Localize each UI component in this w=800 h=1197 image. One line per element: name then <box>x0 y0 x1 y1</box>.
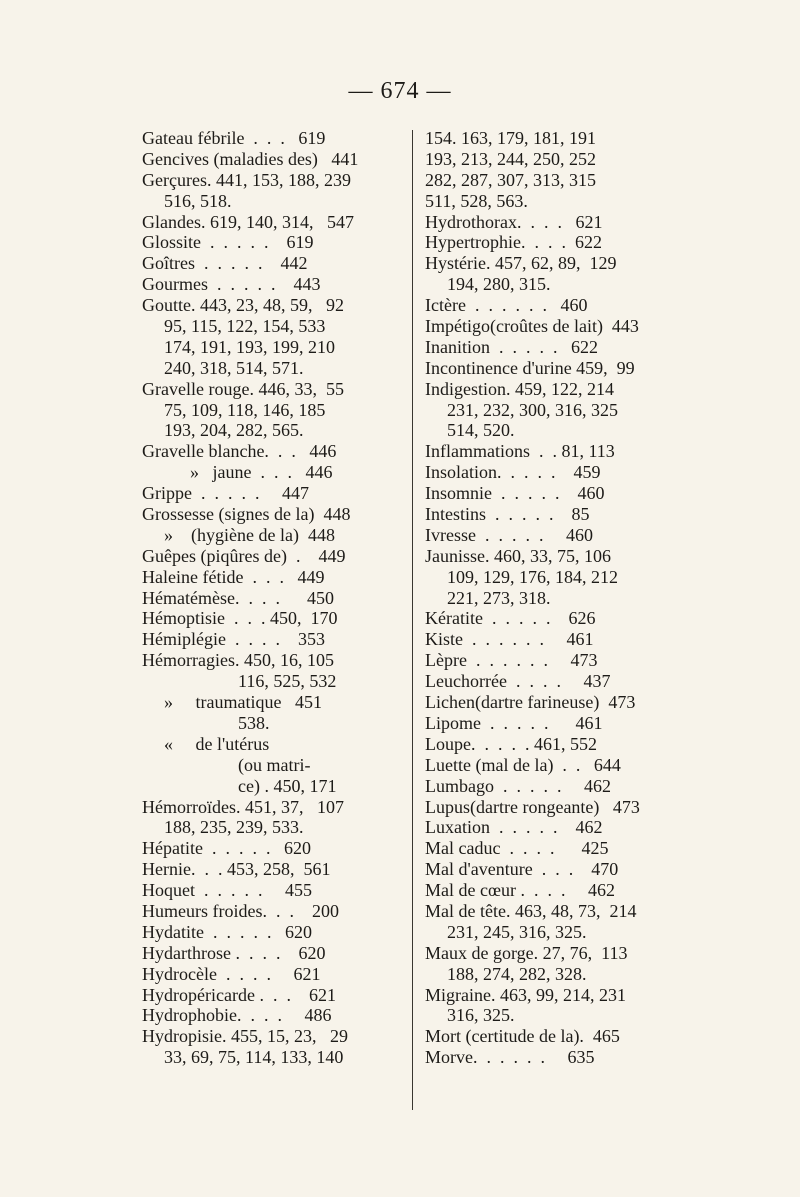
index-entry-line: Lipome . . . . . 461 <box>425 712 603 733</box>
index-entry-line: 516, 518. <box>164 190 232 211</box>
index-entry-line: Mal caduc . . . . 425 <box>425 838 609 859</box>
index-entry-line: 33, 69, 75, 114, 133, 140 <box>164 1047 344 1068</box>
index-entry-line: Grippe . . . . . 447 <box>142 483 309 504</box>
index-entry-line: 95, 115, 122, 154, 533 <box>164 316 326 337</box>
index-entry-line: 240, 318, 514, 571. <box>164 357 304 378</box>
index-entry-line: Hydrocèle . . . . 621 <box>142 963 321 984</box>
index-entry-line: (ou matri- <box>238 754 311 775</box>
index-entry-line: Hydatite . . . . . 620 <box>142 921 312 942</box>
index-entry-line: Incontinence d'urine 459, 99 <box>425 357 635 378</box>
index-entry-line: Mal de tête. 463, 48, 73, 214 <box>425 900 637 921</box>
index-entry-line: ce) . 450, 171 <box>238 775 337 796</box>
index-entry-line: Indigestion. 459, 122, 214 <box>425 378 614 399</box>
index-entry-line: 188, 235, 239, 533. <box>164 817 304 838</box>
page-number: — 674 — <box>348 78 452 104</box>
index-entry-line: Gourmes . . . . . 443 <box>142 274 321 295</box>
index-entry-line: 188, 274, 282, 328. <box>447 963 587 984</box>
left-index-column <box>142 128 404 1068</box>
index-entry-line: Guêpes (piqûres de) . 449 <box>142 545 346 566</box>
index-entry-line: Lèpre . . . . . . 473 <box>425 650 598 671</box>
index-entry-line: Gencives (maladies des) 441 <box>142 148 359 169</box>
index-entry-line: 221, 273, 318. <box>447 587 551 608</box>
index-entry-line: Glossite . . . . . 619 <box>142 232 314 253</box>
index-entry-line: Hémorroïdes. 451, 37, 107 <box>142 796 344 817</box>
index-entry-line: Grossesse (signes de la) 448 <box>142 504 351 525</box>
index-entry-line: Jaunisse. 460, 33, 75, 106 <box>425 545 611 566</box>
index-entry-line: Hystérie. 457, 62, 89, 129 <box>425 253 617 274</box>
index-entry-line: Goutte. 443, 23, 48, 59, 92 <box>142 295 344 316</box>
index-entry-line: Hémoptisie . . . 450, 170 <box>142 608 338 629</box>
index-entry-line: Hémiplégie . . . . 353 <box>142 629 325 650</box>
index-entry-line: Loupe. . . . . 461, 552 <box>425 733 597 754</box>
index-entry-line: 154. 163, 179, 181, 191 <box>425 128 596 148</box>
index-entry-line: Ivresse . . . . . 460 <box>425 524 593 545</box>
index-entry-line: Migraine. 463, 99, 214, 231 <box>425 984 626 1005</box>
index-entry-line: Morve. . . . . . 635 <box>425 1047 595 1068</box>
index-entry-line: Ictère . . . . . . 460 <box>425 295 588 316</box>
index-entry-line: Maux de gorge. 27, 76, 113 <box>425 942 628 963</box>
index-entry-line: 193, 204, 282, 565. <box>164 420 304 441</box>
index-entry-line: 282, 287, 307, 313, 315 <box>425 169 596 190</box>
index-entry-line: » jaune . . . 446 <box>190 462 333 483</box>
index-entry-line: Glandes. 619, 140, 314, 547 <box>142 211 354 232</box>
index-entry-line: Gateau fébrile . . . 619 <box>142 128 326 148</box>
index-entry-line: Hydropisie. 455, 15, 23, 29 <box>142 1026 348 1047</box>
index-entry-line: Inanition . . . . . 622 <box>425 336 598 357</box>
index-entry-line: Goîtres . . . . . 442 <box>142 253 308 274</box>
index-entry-line: Intestins . . . . . 85 <box>425 504 590 525</box>
index-entry-line: 75, 109, 118, 146, 185 <box>164 399 326 420</box>
index-entry-line: Lumbago . . . . . 462 <box>425 775 611 796</box>
index-entry-line: » (hygiène de la) 448 <box>164 524 335 545</box>
index-entry-line: Gravelle rouge. 446, 33, 55 <box>142 378 344 399</box>
index-entry-line: Insomnie . . . . . 460 <box>425 483 605 504</box>
right-index-column <box>425 128 683 1068</box>
index-entry-line: Insolation. . . . . 459 <box>425 462 601 483</box>
index-entry-line: Leuchorrée . . . . 437 <box>425 671 611 692</box>
index-entry-line: Hémorragies. 450, 16, 105 <box>142 650 334 671</box>
index-entry-line: Luxation . . . . . 462 <box>425 817 603 838</box>
index-entry-line: 511, 528, 563. <box>425 190 528 211</box>
index-entry-line: 231, 245, 316, 325. <box>447 921 587 942</box>
index-entry-line: 316, 325. <box>447 1005 515 1026</box>
index-entry-line: 194, 280, 315. <box>447 274 551 295</box>
index-entry-line: Impétigo(croûtes de lait) 443 <box>425 316 639 337</box>
index-entry-line: Mal de cœur . . . . 462 <box>425 880 615 901</box>
index-entry-line: Hydropéricarde . . . 621 <box>142 984 336 1005</box>
index-entry-line: Lichen(dartre farineuse) 473 <box>425 692 636 713</box>
index-entry-line: » traumatique 451 <box>164 692 322 713</box>
index-entry-line: Lupus(dartre rongeante) 473 <box>425 796 640 817</box>
index-entry-line: Luette (mal de la) . . 644 <box>425 754 621 775</box>
index-entry-line: 231, 232, 300, 316, 325 <box>447 399 618 420</box>
index-entry-line: Gerçures. 441, 153, 188, 239 <box>142 169 351 190</box>
index-entry-line: 538. <box>238 712 270 733</box>
index-entry-line: Hydrothorax. . . . 621 <box>425 211 603 232</box>
index-entry-line: Gravelle blanche. . . 446 <box>142 441 337 462</box>
index-entry-line: Hernie. . . 453, 258, 561 <box>142 859 331 880</box>
index-entry-line: 116, 525, 532 <box>238 671 337 692</box>
index-entry-line: Mort (certitude de la). 465 <box>425 1026 620 1047</box>
index-entry-line: « de l'utérus <box>164 733 270 754</box>
index-entry-line: Hypertrophie. . . . 622 <box>425 232 602 253</box>
index-entry-line: Hématémèse. . . . 450 <box>142 587 334 608</box>
index-entry-line: Kératite . . . . . 626 <box>425 608 596 629</box>
index-entry-line: Mal d'aventure . . . 470 <box>425 859 619 880</box>
column-divider <box>412 130 413 1110</box>
index-entry-line: Hépatite . . . . . 620 <box>142 838 311 859</box>
index-entry-line: Hydrophobie. . . . 486 <box>142 1005 332 1026</box>
index-entry-line: Humeurs froides. . . 200 <box>142 900 339 921</box>
index-entry-line: Kiste . . . . . . 461 <box>425 629 594 650</box>
index-entry-line: Hydarthrose . . . . 620 <box>142 942 326 963</box>
index-entry-line: 193, 213, 244, 250, 252 <box>425 148 596 169</box>
index-entry-line: Inflammations . . 81, 113 <box>425 441 615 462</box>
index-entry-line: 174, 191, 193, 199, 210 <box>164 336 335 357</box>
index-entry-line: 109, 129, 176, 184, 212 <box>447 566 618 587</box>
index-entry-line: Hoquet . . . . . 455 <box>142 880 312 901</box>
index-entry-line: 514, 520. <box>447 420 515 441</box>
index-entry-line: Haleine fétide . . . 449 <box>142 566 325 587</box>
